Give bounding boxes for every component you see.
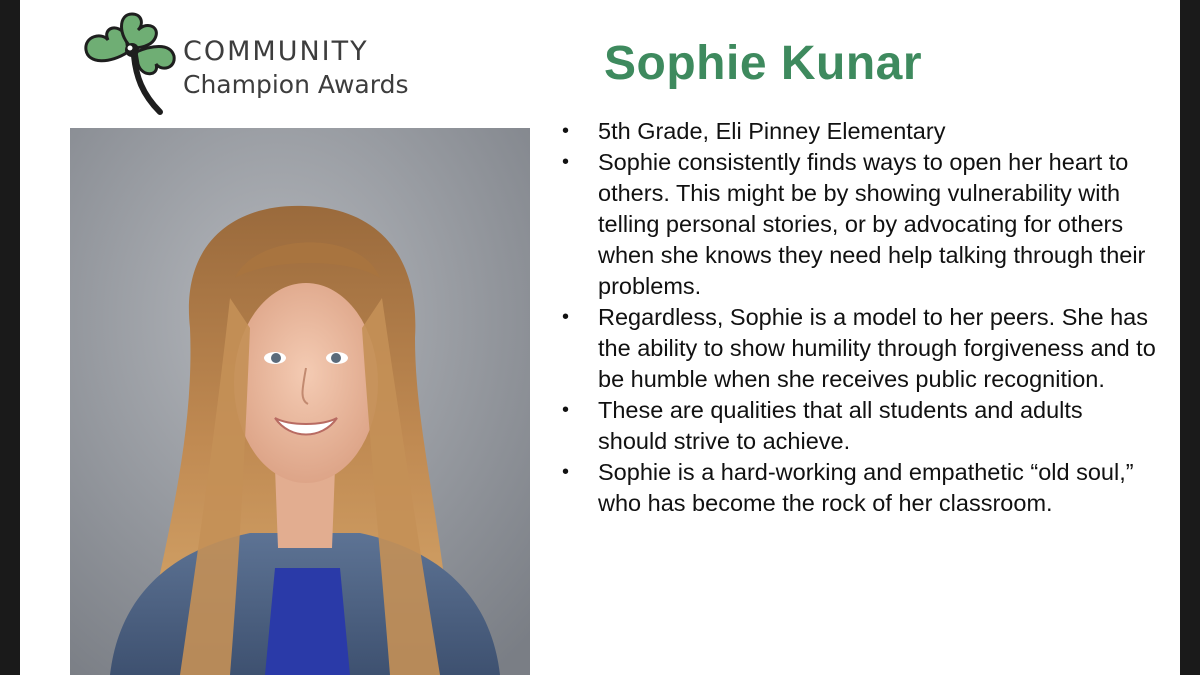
list-item: • Regardless, Sophie is a model to her peers. She has the ability to show humility through forgiveness and to be humble when she receives public recognition. [558, 302, 1158, 395]
list-item: • Sophie consistently finds ways to open her heart to others. This might be by showing vulnerability with telling personal stories, or by advocating for others when she knows they need help talking through their problems. [558, 147, 1158, 302]
accomplishment-list [558, 116, 1158, 519]
list-item: • Sophie is a hard-working and empathetic “old soul,” who has become the rock of her classroom. [558, 457, 1158, 519]
logo-text-community: COMMUNITY [183, 36, 369, 67]
logo-text-champion-awards: Champion Awards [183, 70, 409, 99]
honoree-name: Sophie Kunar [604, 37, 923, 90]
list-item: • These are qualities that all students and adults should strive to achieve. [558, 395, 1158, 457]
student-portrait [70, 128, 530, 675]
award-slide [20, 0, 1180, 675]
community-champion-logo [78, 6, 418, 116]
shamrock-icon [78, 6, 182, 116]
list-item: • 5th Grade, Eli Pinney Elementary [558, 116, 1158, 147]
